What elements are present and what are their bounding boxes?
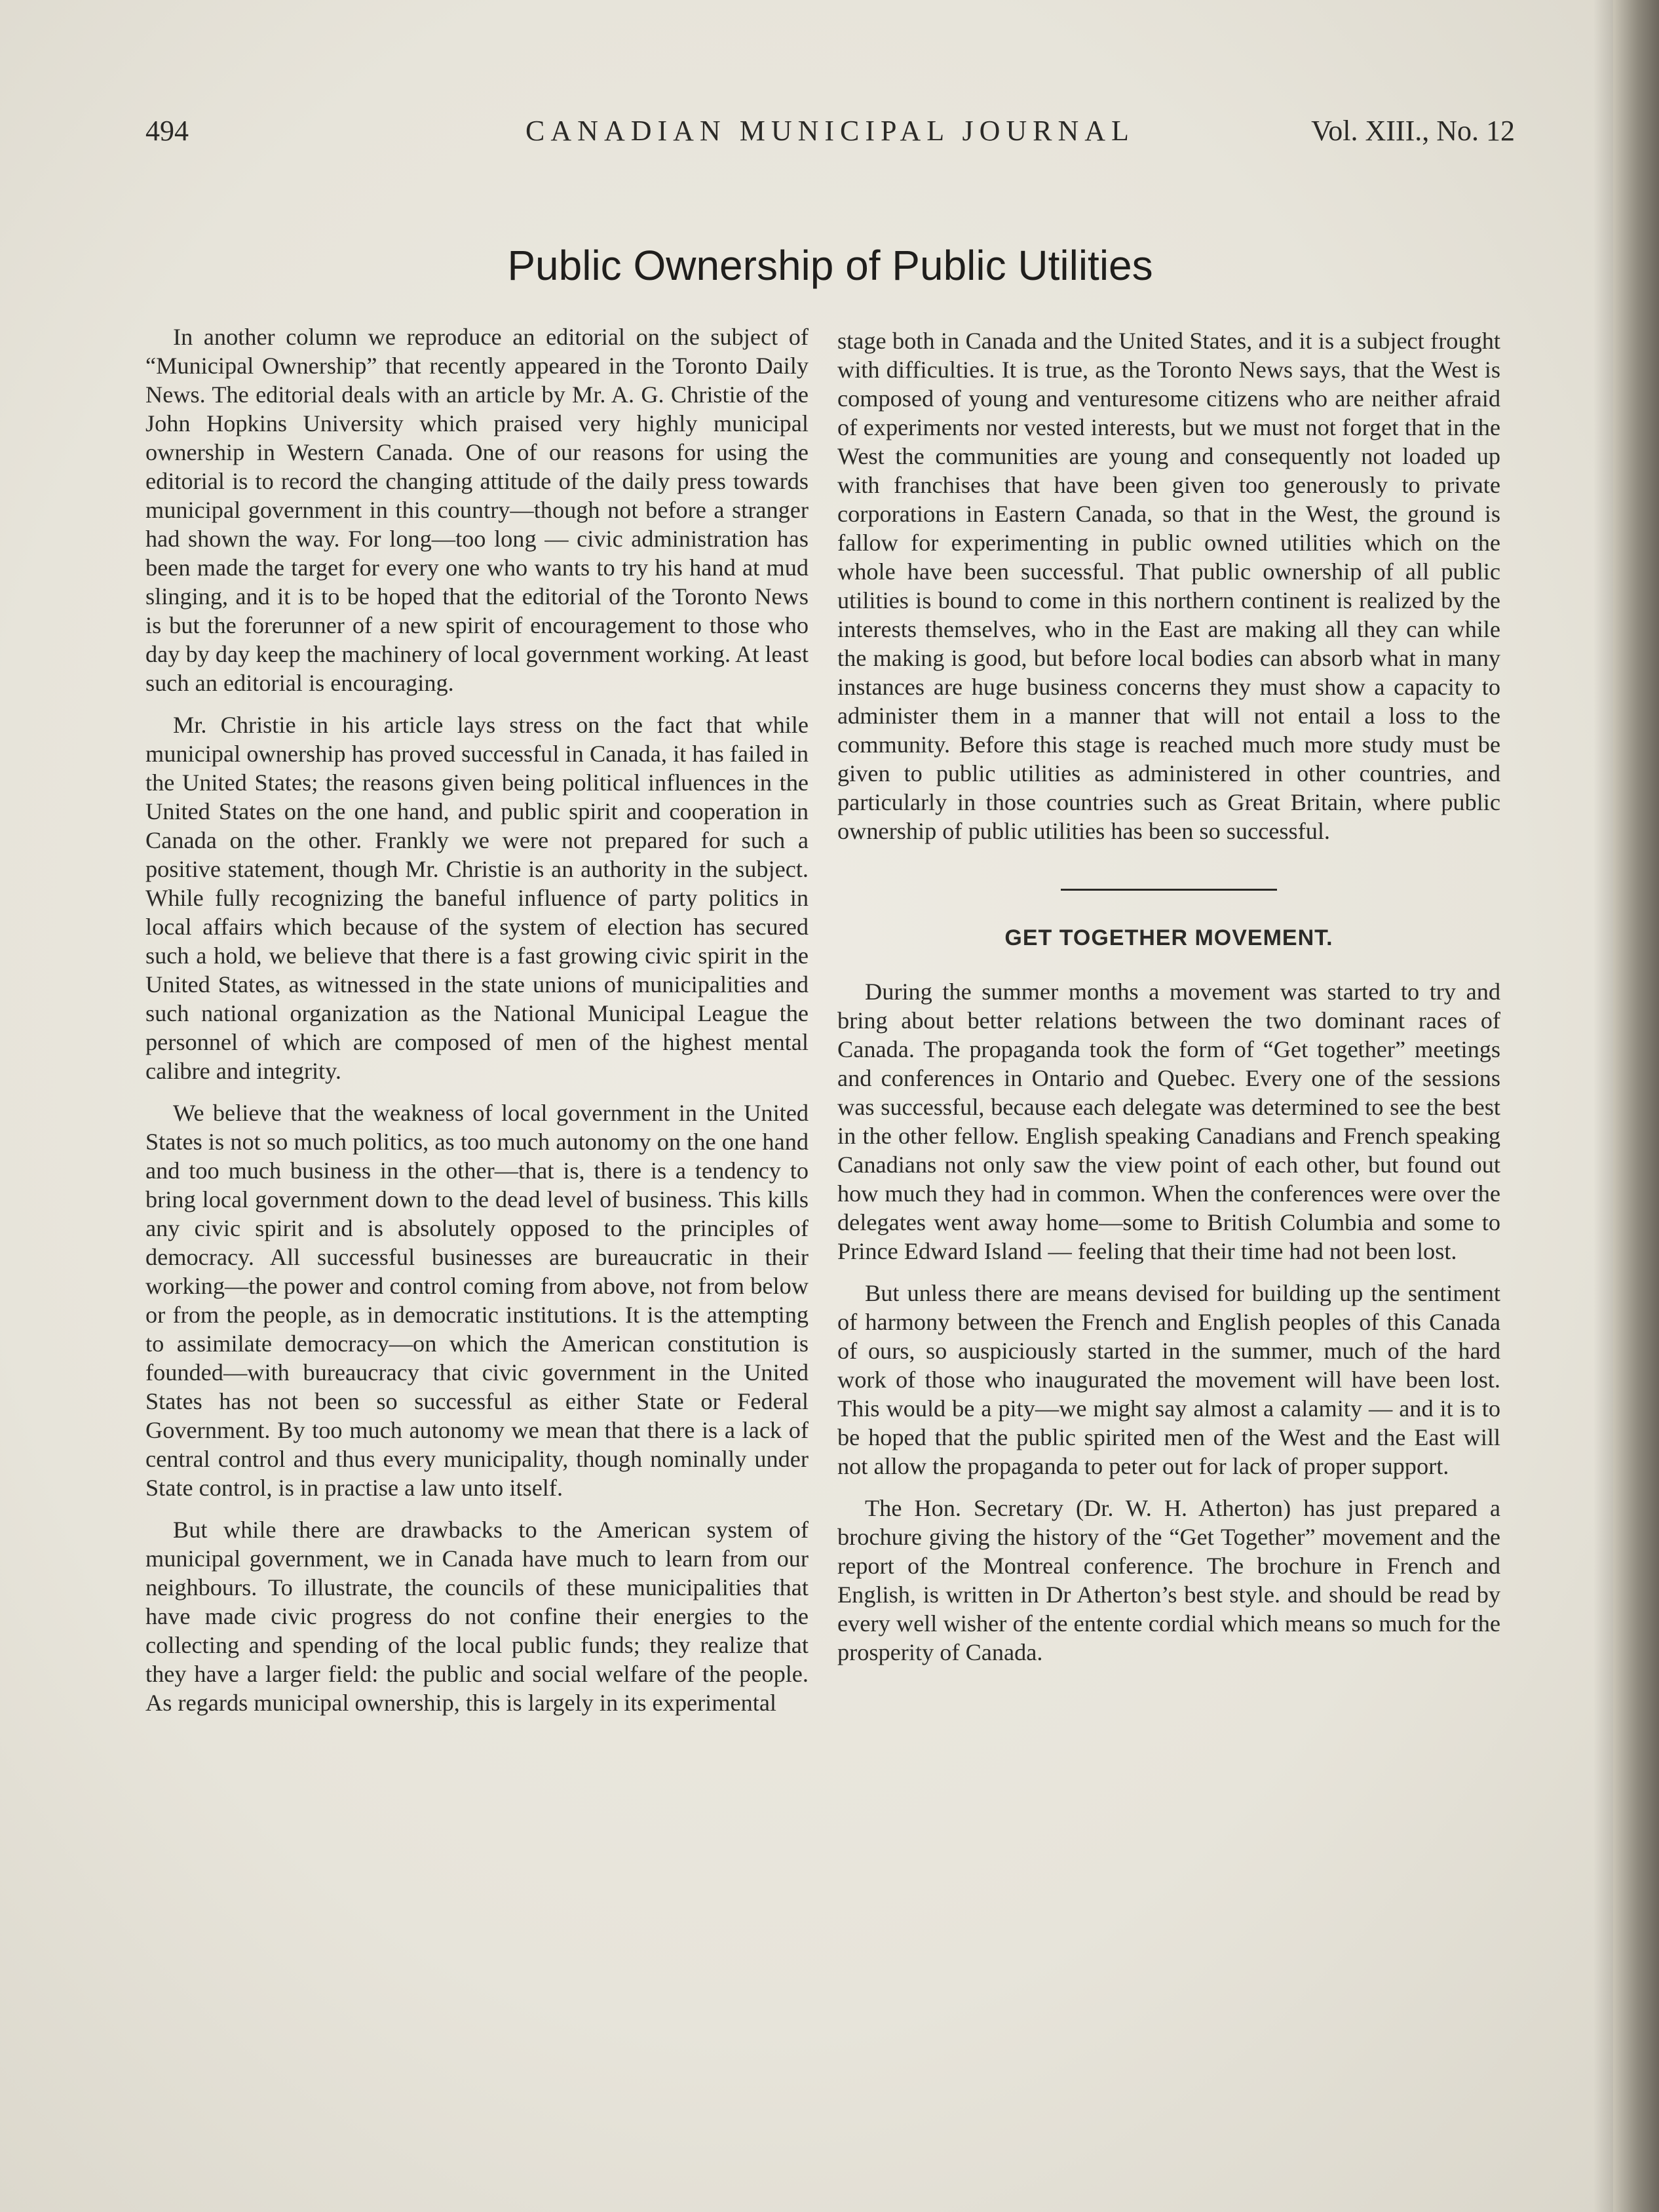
volume-info: Vol. XIII., No. 12: [1311, 115, 1515, 147]
article-paragraph: In another column we reproduce an editorial on the subject of “Municipal Ownership” that recently appeared in the Toronto Daily News. The editorial deals with an article by Mr. A. G. Christie of the John Hopkins University which praised very highly municipal ownership in Western Canada. One of our reasons for using the editorial is to record the changing attitude of the daily press towards municipal government in this country—though not before a stranger had shown the way. For long—too long — civic administration has been made the target for every one who wants to try his hand at mud slinging, and it is to be hoped that the editorial of the Toronto News is but the forerunner of a new spirit of encouragement to those who day by day keep the machinery of local government working. At least such an editorial is encouraging.: [145, 324, 809, 696]
journal-name: CANADIAN MUNICIPAL JOURNAL: [525, 115, 1135, 147]
section-divider: [1061, 889, 1277, 891]
article-title: Public Ownership of Public Utilities: [507, 242, 1153, 289]
article-paragraph: We believe that the weakness of local government in the United States is not so much politics, as too much autonomy on the one hand and too much business in the other—that is, there is a tendency to bring local government down to the dead level of business. This kills any civic spirit and is absolutely opposed to the principles of democracy. All successful businesses are bureaucratic in their working—the power and control coming from above, not from below or from the people, as in democratic institutions. It is the attempting to assimilate democracy—on which the American constitution is founded—with bureaucracy that civic government in the United States has not been so successful as either State or Federal Government. By too much autonomy we mean that there is a lack of central control and thus every municipality, though nominally under State control, is in practise a law unto itself.: [145, 1100, 809, 1501]
running-header: [145, 111, 1515, 151]
left-column: [145, 322, 809, 1730]
book-spine: [1613, 0, 1659, 2212]
section-paragraph: During the summer months a movement was started to try and bring about better relations between the two dominant races of Canada. The propaganda took the form of “Get together” meetings and conferences in Ontario and Quebec. Every one of the sessions was successful, because each delegate was determined to see the best in the other fellow. English speaking Canadians and French speaking Canadians not only saw the view point of each other, but found out how much they had in common. When the conferences were over the delegates went away home—some to British Columbia and some to Prince Edward Island — feeling that their time had not been lost.: [837, 979, 1500, 1264]
article-paragraph: But while there are drawbacks to the American system of municipal government, we in Canada have much to learn from our neighbours. To illustrate, the councils of these municipalities that have made civic progress do not confine their energies to the collecting and spending of the local public funds; they realize that they have a larger field: the public and social welfare of the people. As regards municipal ownership, this is largely in its experimental: [145, 1517, 809, 1716]
page-number: 494: [145, 115, 189, 147]
right-column: [837, 326, 1500, 1680]
section-paragraph: But unless there are means devised for building up the sentiment of harmony between the French and English peoples of this Canada of ours, so auspiciously started in the summer, much of the hard work of those who inaugurated the movement will have been lost. This would be a pity—we might say almost a calamity — and it is to be hoped that the public spirited men of the West and the East will not allow the propaganda to peter out for lack of proper support.: [837, 1280, 1500, 1479]
article-paragraph-continued: stage both in Canada and the United States, and it is a subject frought with difficulties. It is true, as the Toronto News says, that the West is composed of young and venturesome citizens who are neither afraid of experiments nor vested interests, but we must not forget that in the West the communities are young and consequently not loaded up with franchises that have been given too generously to private corporations in Eastern Canada, so that in the West, the ground is fallow for experimenting in public owned utilities which on the whole have been successful. That public ownership of all public utilities is bound to come in this northern continent is realized by the interests themselves, who in the East are making all they can while the making is good, but before local bodies can absorb what in many instances are huge business concerns they must show a capacity to administer them in a manner that will not entail a loss to the community. Before this stage is reached much more study must be given to public utilities as administered in other countries, and particularly in those countries such as Great Britain, where public ownership of public utilities has been so successful.: [837, 328, 1500, 844]
section-heading: GET TOGETHER MOVEMENT.: [1004, 925, 1333, 950]
binding-shadow: [1593, 0, 1613, 2212]
article-paragraph: Mr. Christie in his article lays stress on the fact that while municipal ownership has proved successful in Canada, it has failed in the United States; the reasons given being political influences in the United States on the one hand, and public spirit and cooperation in Canada on the other. Frankly we were not prepared for such a positive statement, though Mr. Christie is an authority in the subject. While fully recognizing the baneful influence of party politics in local affairs which because of the system of election has secured such a hold, we believe that there is a fast growing civic spirit in the United States, as witnessed in the state unions of municipalities and such national organization as the National Municipal League the personnel of which are composed of men of the highest mental calibre and integrity.: [145, 712, 809, 1084]
section-paragraph: The Hon. Secretary (Dr. W. H. Atherton) has just prepared a brochure giving the history of the “Get Together” movement and the report of the Montreal conference. The brochure in French and English, is written in Dr Atherton’s best style. and should be read by every well wisher of the entente cordial which means so much for the prosperity of Canada.: [837, 1495, 1500, 1665]
